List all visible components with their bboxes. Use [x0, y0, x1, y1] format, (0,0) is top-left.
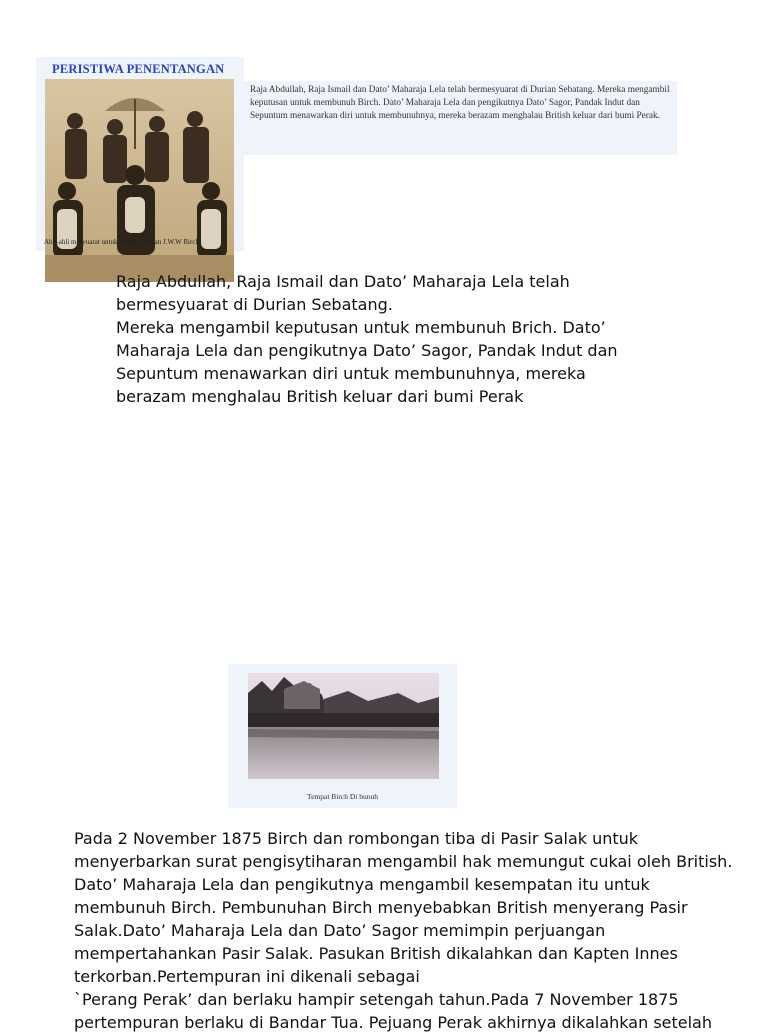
text-line: mempertahankan Pasir Salak. Pasukan British dikalahkan dan Kapten Innes — [74, 944, 678, 963]
text-line: `Perang Perak’ dan berlaku hampir setengah tahun.Pada 7 November 1875 — [74, 990, 679, 1009]
text-line: Pada 2 November 1875 Birch dan rombongan tiba di Pasir Salak untuk — [74, 829, 639, 848]
text-line: berazam menghalau British keluar dari bumi Perak — [116, 387, 524, 406]
text-line: Sepuntum menawarkan diri untuk membunuhnya, mereka — [116, 364, 586, 383]
text-line: Salak.Dato’ Maharaja Lela dan Dato’ Sagor memimpin perjuangan — [74, 921, 606, 940]
figure-panel-top — [36, 57, 244, 251]
river-photo-caption: Tempat Birch Di bunuh — [307, 792, 378, 801]
paragraph-battle — [74, 827, 733, 1034]
text-line: bermesyuarat di Durian Sebatang. — [116, 295, 393, 314]
text-line: membunuh Birch. Pembunuhan Birch menyebabkan British menyerang Pasir — [74, 898, 688, 917]
paragraph-meeting — [116, 270, 636, 408]
river-photo — [248, 673, 439, 779]
text-line: Maharaja Lela dan pengikutnya Dato’ Sagor, Pandak Indut dan — [116, 341, 618, 360]
text-line: Raja Abdullah, Raja Ismail dan Dato’ Maharaja Lela telah — [116, 272, 570, 291]
group-photo — [45, 79, 234, 282]
figure-panel-bottom — [228, 664, 457, 808]
figure-title: PERISTIWA PENENTANGAN — [52, 62, 225, 76]
group-photo-caption: Ahli-ahli mesyuarat untuk menghapuskan J.W.W Birch — [44, 238, 199, 246]
text-line: terkorban.Pertempuran ini dikenali sebagai — [74, 967, 420, 986]
text-line: Dato’ Maharaja Lela dan pengikutnya mengambil kesempatan itu untuk — [74, 875, 650, 894]
quote-box — [244, 81, 677, 155]
text-line: Mereka mengambil keputusan untuk membunuh Brich. Dato’ — [116, 318, 606, 337]
text-line: pertempuran berlaku di Bandar Tua. Pejuang Perak akhirnya dikalahkan setelah — [74, 1013, 712, 1032]
quote-text: Raja Abdullah, Raja Ismail dan Dato’ Maharaja Lela telah bermesyuarat di Durian Sebatang. Mereka mengambil keputusan untuk membunuh Birch. Dato’ Maharaja Lela dan pengikutnya Dato’ Sagor, Pandak Indut dan Sepuntum menawarkan diri untuk membunuhnya, mereka berazam menghalau British keluar dari bumi Perak. — [250, 85, 670, 121]
text-line: menyerbarkan surat pengisytiharan mengambil hak memungut cukai oleh British. — [74, 852, 733, 871]
